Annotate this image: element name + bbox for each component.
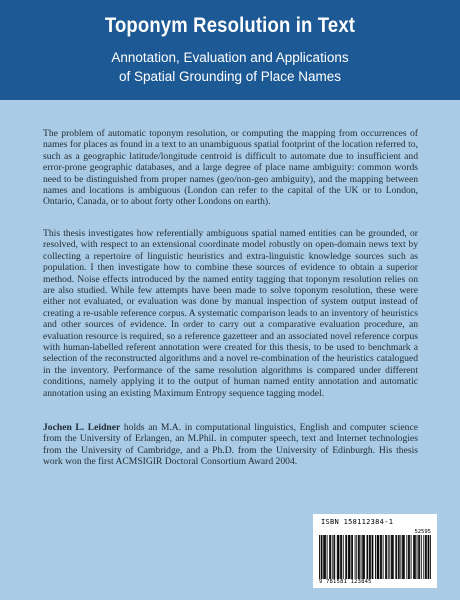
barcode-bar	[408, 535, 409, 579]
barcode-bar	[348, 535, 349, 579]
barcode-bar	[430, 535, 431, 579]
barcode-bar	[413, 535, 414, 579]
barcode-bar	[406, 535, 407, 579]
barcode-bar	[330, 535, 331, 579]
barcode-bar	[404, 535, 405, 579]
barcode-bar	[428, 535, 429, 579]
barcode-bar	[400, 535, 401, 579]
barcode-bar	[399, 535, 400, 579]
barcode-bar	[380, 535, 381, 579]
barcode-bar	[367, 535, 368, 579]
barcode-bar	[378, 535, 379, 579]
barcode-bar	[363, 535, 364, 579]
barcode-bar	[419, 535, 420, 579]
barcode-bar	[334, 535, 335, 579]
barcode-bar	[322, 535, 323, 579]
barcode-bar	[341, 535, 342, 579]
barcode-bar	[388, 535, 389, 579]
barcode-bar	[340, 535, 341, 579]
barcode-bar	[350, 535, 351, 579]
author-name: Jochen L. Leidner	[43, 422, 121, 433]
barcode-bar	[321, 535, 322, 579]
barcode-bar	[372, 535, 373, 579]
barcode-bar	[333, 535, 334, 579]
barcode-bar	[358, 535, 359, 579]
barcode-bar	[395, 535, 396, 579]
barcode-bar	[355, 535, 356, 579]
barcode-bar	[383, 535, 384, 579]
barcode-bar	[402, 535, 403, 579]
author-bio-text: holds an M.A. in computational linguistics, English and computer science from the University of Erlangen, an M.Phil. in computer speech, text and Internet technologies from the University of Cambridge, and a Ph.D. from the University of Edinburgh. His thesis work won the first ACMSIGIR Doctoral Consortium Award 2004.	[43, 422, 418, 468]
isbn-barcode	[313, 514, 437, 588]
barcode-bar	[403, 535, 404, 579]
abstract-paragraph-1: The problem of automatic toponym resolution, or computing the mapping from occurrences of names for places as found in a text to an unambiguous spatial footprint of the location referred to, such as a geographic latitude/longitude centroid is difficult to automate due to insufficient and error-prone geographic databases, and a large degree of place name ambiguity: common words need to be distinguished from proper names (geo/non-geo ambiguity), and the mapping between names and locations is ambiguous (London can refer to the capital of the UK or to London, Ontario, Canada, or to about forty other Londons on earth).	[43, 128, 418, 208]
barcode-bar	[338, 535, 339, 579]
barcode-bar	[319, 535, 320, 579]
barcode-bar	[428, 535, 429, 579]
barcode-bar	[323, 535, 324, 579]
barcode-bar	[351, 535, 352, 579]
barcode-bar	[415, 535, 416, 579]
barcode-bar	[359, 535, 360, 579]
barcode-bar	[361, 535, 362, 579]
barcode-bar	[414, 535, 415, 579]
barcode-bar	[375, 535, 376, 579]
barcode-bar	[362, 535, 363, 579]
barcode-bar	[398, 535, 399, 579]
barcode-bar	[346, 535, 347, 579]
barcode-bar	[343, 535, 344, 579]
barcode-bars	[319, 535, 431, 579]
subtitle-line-2: of Spatial Grounding of Place Names	[118, 69, 342, 84]
barcode-bar	[329, 535, 330, 579]
barcode-bar	[367, 535, 368, 579]
barcode-bar	[370, 535, 371, 579]
barcode-bar	[327, 535, 328, 579]
barcode-bar	[418, 535, 419, 579]
barcode-bar	[426, 535, 427, 579]
book-subtitle	[0, 48, 460, 86]
barcode-bar	[385, 535, 386, 579]
barcode-bar	[364, 535, 365, 579]
barcode-bar	[421, 535, 422, 579]
barcode-bar	[425, 535, 426, 579]
barcode-bar	[369, 535, 370, 579]
barcode-bar	[417, 535, 418, 579]
barcode-bar	[349, 535, 350, 579]
barcode-bar	[392, 535, 393, 579]
barcode-bar	[377, 535, 378, 579]
barcode-bar	[381, 535, 382, 579]
barcode-bar	[411, 535, 412, 579]
barcode-digits: 9 781581 123845	[319, 579, 372, 585]
isbn-label: ISBN 158112384-1	[321, 518, 394, 526]
title-banner	[0, 0, 460, 100]
barcode-bar	[423, 535, 424, 579]
barcode-bar	[393, 535, 394, 579]
barcode-bar	[325, 535, 326, 579]
barcode-bar	[396, 535, 397, 579]
barcode-bar	[339, 535, 340, 579]
barcode-bar	[356, 535, 357, 579]
barcode-bar	[391, 535, 392, 579]
author-bio	[43, 422, 418, 468]
book-title: Toponym Resolution in Text	[104, 14, 356, 37]
barcode-bar	[389, 535, 390, 579]
barcode-bar	[337, 535, 338, 579]
barcode-bar	[386, 535, 387, 579]
barcode-bar	[332, 535, 333, 579]
abstract-paragraph-2: This thesis investigates how referentially ambiguous spatial named entities can be grounded, or resolved, with respect to an extensional coordinate model robustly on open-domain news text by collecting a repertoire of linguistic heuristics and extra-linguistic knowledge sources such as population. I then investigate how to combine these sources of evidence to obtain a superior method. Noise effects introduced by the named entity tagging that toponym resolution relies on are also studied. While few attempts have been made to solve toponym resolution, these were either not evaluated, or evaluation was done by manual inspection of system output instead of creating a re-usable reference corpus. A systematic comparison leads to an inventory of heuristics and other sources of evidence. In order to carry out a comparative evaluation procedure, an evaluation resource is required, so a reference gazetteer and an associated novel reference corpus with human-labelled referent annotation were created for this thesis, to be used to benchmark a selection of the reconstructed algorithms and a novel re-combination of the heuristics catalogued in the inventory. Performance of the same resolution algorithms is compared under different conditions, namely applying it to the output of human named entity annotation and automatic annotation using an existing Maximum Entropy sequence tagging model.	[43, 228, 418, 399]
barcode-bar	[409, 535, 410, 579]
barcode-bar	[378, 535, 379, 579]
barcode-bar	[372, 535, 373, 579]
subtitle-line-1: Annotation, Evaluation and Applications	[111, 50, 349, 65]
barcode-bar	[352, 535, 353, 579]
barcode-bar	[345, 535, 346, 579]
price-code: 52595	[414, 529, 431, 535]
barcode-bar	[324, 535, 325, 579]
